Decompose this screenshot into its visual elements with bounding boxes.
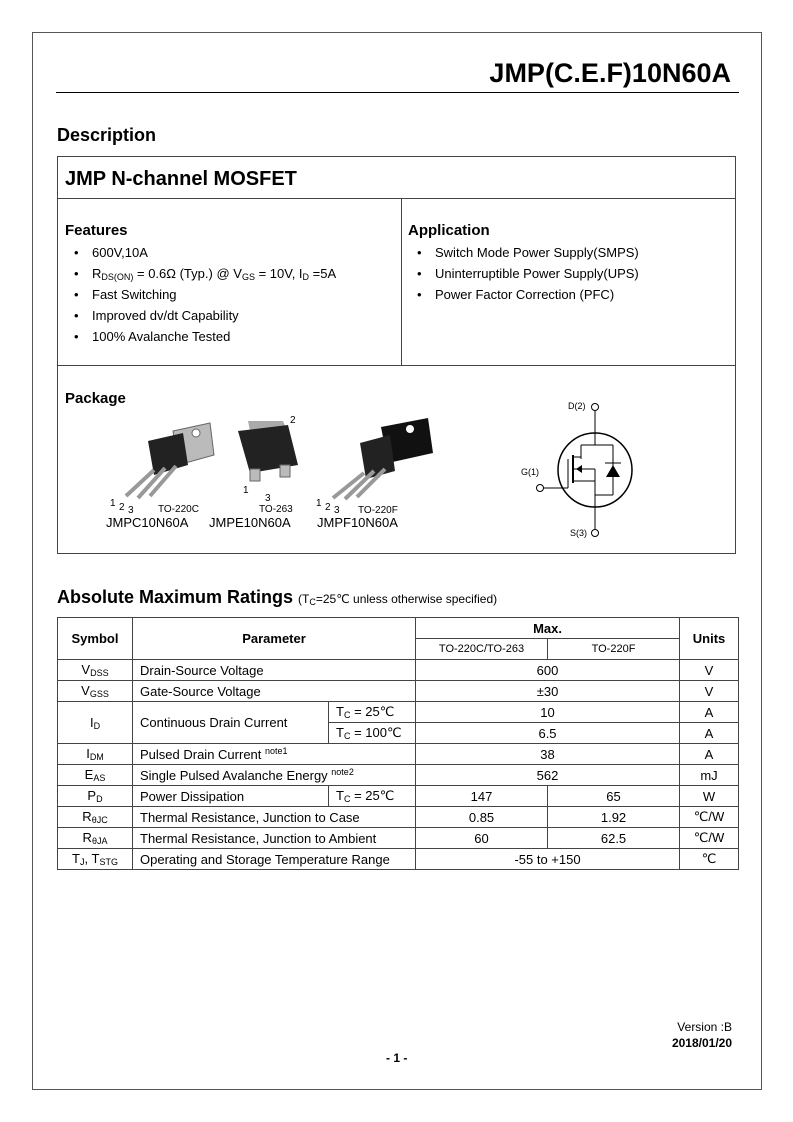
to263-package-image: [238, 415, 298, 513]
table-row: $I_{DM}$ Pulsed Drain Current $^{note1}$ 38 A: [58, 744, 739, 765]
header-col-to220c-to263: TO-220C/TO-263: [416, 639, 548, 660]
feature-item: • 100% Avalanche Tested: [72, 326, 336, 347]
header-parameter: Parameter: [133, 618, 416, 660]
application-heading: Application: [408, 222, 490, 239]
header-units: Units: [680, 618, 739, 660]
title-divider: [56, 92, 739, 93]
table-row: $R_{\theta JC}$ Thermal Resistance, Junction to Case 0.85 1.92 ℃/W: [58, 807, 739, 828]
drain-label: D(2): [568, 401, 586, 411]
application-item: • Uninterruptible Power Supply(UPS): [415, 263, 639, 284]
table-row: $P_D$ Power Dissipation $T_C$ = 25℃ 147 65 W: [58, 786, 739, 807]
table-row: $E_{AS}$ Single Pulsed Avalanche Energy $^{note2}$ 562 mJ: [58, 765, 739, 786]
table-row: $V_{DSS}$ Drain-Source Voltage 600 V: [58, 660, 739, 681]
package-heading: Package: [65, 390, 126, 407]
pin-label: 2: [325, 502, 331, 513]
application-list: [415, 242, 639, 305]
pin-label: 3: [334, 505, 340, 513]
header-symbol: Symbol: [58, 618, 133, 660]
table-row: $T_C$ = 100℃ 6.5 A: [58, 723, 739, 744]
header-max: Max.: [416, 618, 680, 639]
product-title-row: [58, 157, 735, 199]
date-label: 2018/01/20: [671, 1036, 732, 1050]
application-cell: [401, 199, 735, 366]
feature-item: • 600V,10A: [72, 242, 336, 263]
application-item: • Switch Mode Power Supply(SMPS): [415, 242, 639, 263]
header-col-to220f: TO-220F: [548, 639, 680, 660]
table-row: $I_D$ Continuous Drain Current $T_C$ = 25℃ 10 A: [58, 702, 739, 723]
description-box: [57, 156, 736, 554]
ratings-condition: ($T_C=25℃$ unless otherwise specified): [298, 592, 498, 607]
package-type-label: TO-220C: [158, 504, 199, 513]
feature-item: • Improved dv/dt Capability: [72, 305, 336, 326]
feature-item: • Fast Switching: [72, 284, 336, 305]
feature-item-rds: • $R_{DS(ON)} = 0.6\Omega$ (Typ.) @ $V_{GS} = 10V$, $I_D =5A$: [72, 263, 336, 284]
pin-label: 3: [128, 505, 134, 513]
package-type-label: TO-220F: [358, 505, 398, 513]
pin-label: 2: [290, 415, 296, 426]
package-images: [98, 413, 438, 513]
to220f-package-image: [316, 418, 433, 513]
features-list: [72, 242, 336, 347]
source-label: S(3): [570, 528, 588, 538]
features-cell: [58, 199, 402, 366]
package-type-label: TO-263: [259, 504, 293, 513]
table-row: $T_J$, $T_{STG}$ Operating and Storage Temperature Range -55 to +150 ℃: [58, 849, 739, 870]
pin-label: 3: [265, 493, 271, 504]
description-heading: Description: [57, 125, 157, 145]
part-number: JMPE10N60A: [209, 515, 291, 530]
pin-label: 1: [110, 498, 116, 509]
application-item: • Power Factor Correction (PFC): [415, 284, 639, 305]
mosfet-schematic: [513, 397, 673, 547]
to220c-package-image: [110, 423, 214, 513]
page-number: - 1 -: [386, 1051, 408, 1065]
product-title: JMP N-channel MOSFET: [65, 168, 297, 190]
pin-label: 1: [316, 498, 322, 509]
table-row: $R_{\theta JA}$ Thermal Resistance, Junction to Ambient 60 62.5 ℃/W: [58, 828, 739, 849]
table-row: $V_{GSS}$ Gate-Source Voltage ±30 V: [58, 681, 739, 702]
ratings-heading: Absolute Maximum Ratings ($T_C=25℃$ unless otherwise specified): [57, 587, 498, 607]
version-label: Version :B: [677, 1020, 732, 1034]
part-number: JMPC10N60A: [106, 515, 189, 530]
features-heading: Features: [65, 222, 128, 239]
part-number: JMPF10N60A: [317, 515, 398, 530]
gate-label: G(1): [521, 467, 539, 477]
ratings-table: [57, 617, 739, 870]
pin-label: 2: [119, 502, 125, 513]
pin-label: 1: [243, 485, 249, 496]
document-title: JMP(C.E.F)10N60A: [489, 58, 731, 88]
